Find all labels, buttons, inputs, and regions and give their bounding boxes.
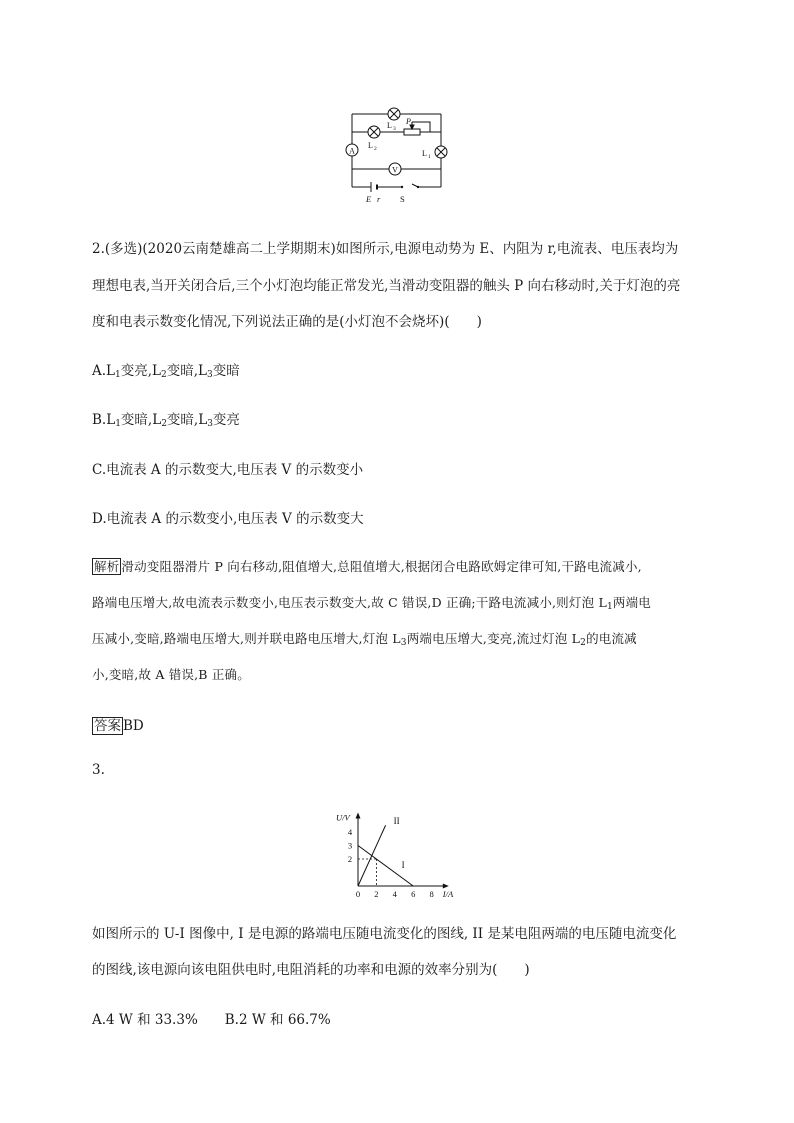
answer-value: BD <box>123 718 144 734</box>
x-tick-label: 0 <box>355 889 361 899</box>
x-tick-label: 6 <box>411 889 416 899</box>
q2-stem-line3: 度和电表示数变化情况,下列说法正确的是(小灯泡不会烧坏)( ) <box>92 314 482 330</box>
y-axis-label: U/V <box>336 812 350 823</box>
svg-text:V: V <box>392 165 398 175</box>
q3-stem-line2: 的图线,该电源向该电阻供电时,电阻消耗的功率和电源的效率分别为( ) <box>92 962 530 978</box>
circuit-diagram <box>340 100 455 210</box>
svg-text:r: r <box>377 194 381 204</box>
u-i-chart <box>328 800 468 900</box>
q2-option-b: $B.L_1$变暗$,L_2$变暗$,L_3$变亮 <box>92 412 240 429</box>
svg-text:S: S <box>400 194 405 204</box>
analysis-line3: 压减小,变暗,路端电压增大,则并联电路电压增大,灯泡 $L_3$两端电压增大,变亮,流过灯泡 $L_2$的电流减 <box>92 631 637 648</box>
q2-stem-line1: 2.(多选)(2020云南楚雄高二上学期期末)如图所示,电源电动势为 E、内阻为 r,电流表、电压表均为 <box>92 241 679 257</box>
svg-text:E: E <box>366 194 372 204</box>
x-tick-label: 2 <box>374 889 379 899</box>
svg-text:3: 3 <box>393 126 396 132</box>
lamp-l3-icon <box>388 108 400 120</box>
q3-number: 3. <box>92 762 105 778</box>
y-tick-label: 3 <box>347 840 353 851</box>
svg-text:L: L <box>387 121 392 130</box>
q2-option-c: C.电流表 A 的示数变大,电压表 V 的示数变小 <box>92 462 364 478</box>
lamp-l2-icon <box>368 126 380 138</box>
series-label-2: II <box>393 815 400 826</box>
answer-line <box>92 714 144 734</box>
voltmeter-icon <box>389 163 401 175</box>
analysis-line4: 小,变暗,故 A 错误,B 正确。 <box>92 667 250 682</box>
x-axis-label: I/A <box>442 889 454 899</box>
lamp-l1-icon <box>435 146 447 158</box>
x-tick-label: 8 <box>429 889 434 899</box>
svg-text:P: P <box>406 117 411 126</box>
analysis-tag: 解析 <box>94 559 120 574</box>
analysis-line1: 解析 滑动变阻器滑片 P 向右移动,阻值增大,总阻值增大,根据闭合电路欧姆定律可知,干路电流减小, <box>94 559 642 574</box>
ammeter-icon <box>346 144 358 156</box>
y-tick-label: 2 <box>347 854 353 864</box>
q3-options: A.4 W 和 33.3% B.2 W 和 66.7% <box>92 1012 331 1028</box>
answer-tag: 答案 <box>94 718 121 734</box>
svg-text:A: A <box>349 146 355 156</box>
q2-stem-line2: 理想电表,当开关闭合后,三个小灯泡均能正常发光,当滑动变阻器的触头 P 向右移动时,关于灯泡的亮 <box>92 278 681 294</box>
series-line-2 <box>358 825 386 886</box>
q2-option-a: $A.L_1$变亮$,L_2$变暗$,L_3$变暗 <box>92 363 240 380</box>
x-tick-label: 4 <box>392 889 397 899</box>
svg-text:2: 2 <box>374 146 377 152</box>
q2-option-d: D.电流表 A 的示数变小,电压表 V 的示数变大 <box>92 511 364 527</box>
series-line-1 <box>358 846 413 887</box>
y-axis-arrow <box>356 813 361 819</box>
svg-text:L: L <box>368 141 373 150</box>
analysis-line2: 路端电压增大,故电流表示数变小,电压表示数变大,故 C 错误,D 正确;干路电流减小,则灯泡 $L_1$两端电 <box>92 595 652 612</box>
svg-text:L: L <box>422 149 427 158</box>
series-label-1: I <box>401 859 405 870</box>
battery-icon <box>371 182 377 192</box>
x-axis-arrow <box>443 884 449 889</box>
q3-stem-line1: 如图所示的 U-I 图像中, I 是电源的路端电压随电流变化的图线, II 是某电阻两端的电压随电流变化 <box>92 926 677 942</box>
svg-text:1: 1 <box>428 154 431 160</box>
y-tick-label: 4 <box>347 827 353 837</box>
